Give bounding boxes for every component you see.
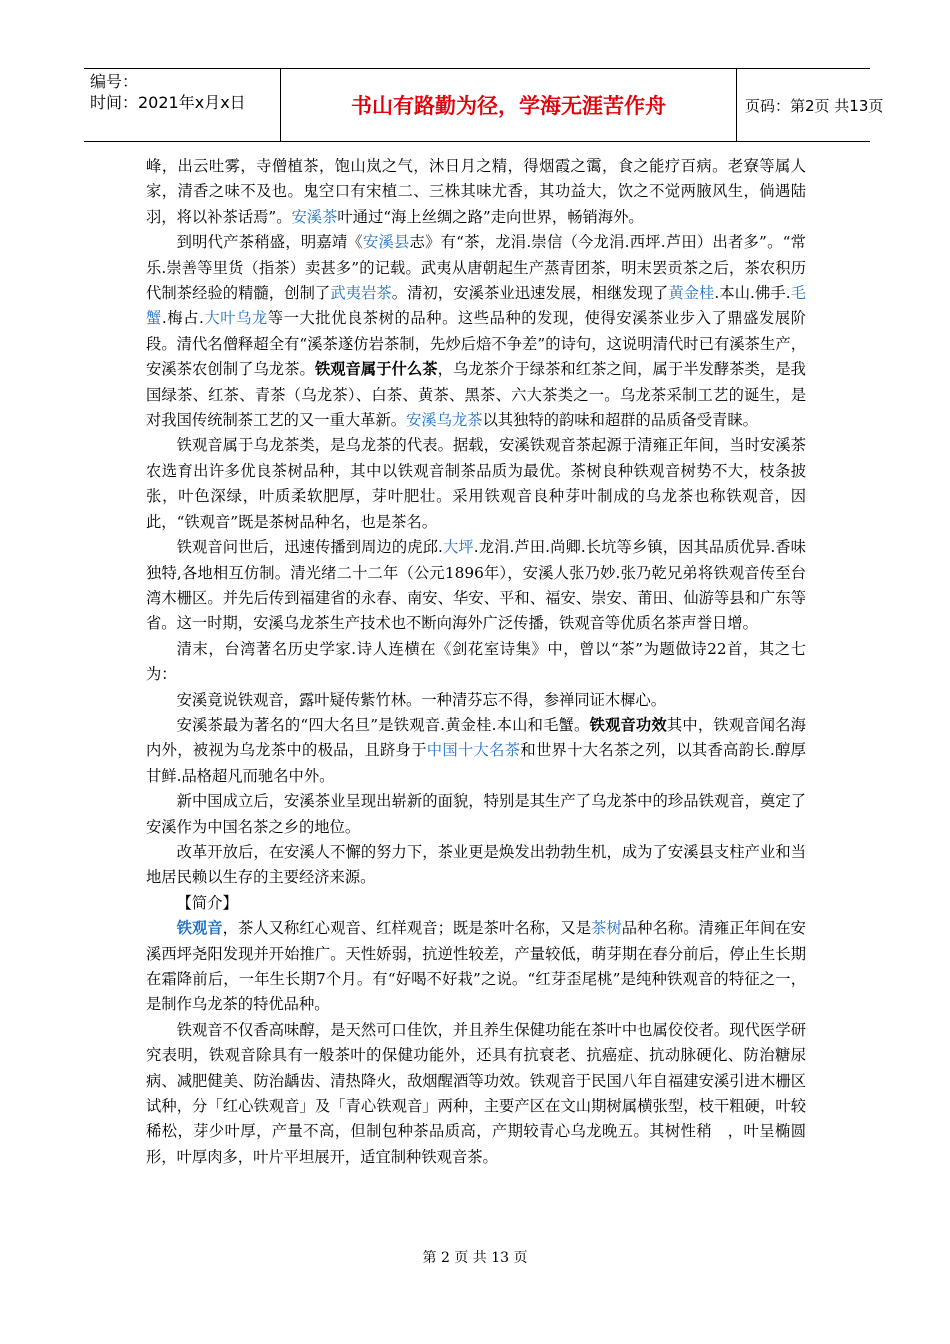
header-page-number: 页码：第2页 共13页 — [745, 96, 884, 115]
bold-keyword: 铁观音功效 — [589, 715, 667, 734]
document-body — [146, 154, 806, 1170]
paragraph-4: 铁观音问世后，迅速传播到周边的虎邱.大坪.龙涓.芦田.尚卿.长坑等乡镇，因其品质优异.香味独特,各地相互仿制。清光绪二十二年（公元1896年），安溪人张乃妙.张乃乾兄弟将铁观音传至台湾木栅区。并先后传到福建省的永春、南安、华安、平和、福安、崇安、莆田、仙游等县和广东等省。这一时期，安溪乌龙茶生产技术也不断向海外广泛传播，铁观音等优质名茶声誉日增。 — [146, 538, 806, 633]
header-info — [84, 69, 281, 141]
link-huangjingui[interactable]: 黄金桂 — [668, 284, 715, 303]
bold-keyword: 铁观音属于什么茶 — [314, 360, 438, 379]
link-anxi-county[interactable]: 安溪县 — [362, 233, 410, 252]
paragraph-3: 铁观音属于乌龙茶类，是乌龙茶的代表。据载，安溪铁观音茶起源于清雍正年间，当时安溪茶农选育出许多优良茶树品种，其中以铁观音制茶品质为最优。茶树良种铁观音树势不大，枝条披张，叶色深绿，叶质柔软肥厚，芽叶肥壮。采用铁观音良种芽叶制成的乌龙茶也称铁观音，因此，“铁观音”既是茶树品种名，也是茶名。 — [146, 436, 806, 531]
link-tea-tree[interactable]: 茶树 — [591, 919, 622, 938]
link-daping[interactable]: 大坪 — [442, 538, 474, 557]
document-number: 编号： — [90, 72, 139, 91]
link-maoxie[interactable]: 毛蟹 — [146, 284, 806, 328]
paragraph-11: 铁观音不仅香高味醇，是天然可口佳饮，并且养生保健功能在茶叶中也属佼佼者。现代医学研究表明，铁观音除具有一般茶叶的保健功能外，还具有抗衰老、抗癌症、抗动脉硬化、防治糖尿病、减肥健美、防治龋齿、清热降火，敌烟醒酒等功效。铁观音于民国八年自福建安溪引进木栅区试种，分「红心铁观音」及「青心铁观音」两种，主要产区在文山期树属横张型，枝干粗硬，叶较稀松，芽少叶厚，产量不高，但制包种茶品质高，产期较青心乌龙晚五。其树性稍 ，叶呈椭圆形，叶厚肉多，叶片平坦展开，适宜制种铁观音茶。 — [146, 1020, 806, 1166]
paragraph-10: 铁观音，茶人又称红心观音、红样观音；既是茶叶名称，又是茶树品种名称。清雍正年间在安溪西坪尧阳发现并开始推广。天性娇弱，抗逆性较差，产量较低，萌芽期在春分前后，停止生长期在霜降前后，一年生长期7个月。有“好喝不好栽”之说。“红芽歪尾桃”是纯种铁观音的特征之一，是制作乌龙茶的特优品种。 — [146, 919, 806, 1014]
link-wuyi-rock-tea[interactable]: 武夷岩茶 — [330, 284, 392, 303]
paragraph-5: 清末，台湾著名历史学家.诗人连横在《剑花室诗集》中，曾以“茶”为题做诗22首，其之七为： — [146, 639, 806, 684]
paragraph-1: 峰，出云吐雾，寺僧植茶，饱山岚之气，沐日月之精，得烟霞之霭，食之能疗百病。老寮等属人家，清香之味不及也。鬼空口有宋植二、三株其味尤香，其功益大，饮之不觉两腋风生，倘遇陆羽，将以补茶话焉”。安溪茶叶通过“海上丝绸之路”走向世界，畅销海外。 — [146, 157, 806, 226]
poem-line: 安溪竟说铁观音，露叶疑传紫竹林。一种清芬忘不得，参禅同证木樨心。 — [176, 690, 667, 709]
paragraph-2: 到明代产茶稍盛，明嘉靖《安溪县志》有“茶，龙涓.崇信（今龙涓.西坪.芦田）出者多”。“常乐.崇善等里货（指茶）卖甚多”的记载。武夷从唐朝起生产蒸青团茶，明末罢贡茶之后，茶农积历代制茶经验的精髓，创制了武夷岩茶。清初，安溪茶业迅速发展，相继发现了黄金桂.本山.佛手.毛蟹.梅占.大叶乌龙等一大批优良茶树的品种。这些品种的发现，使得安溪茶业步入了鼎盛发展阶段。清代名僧释超全有“溪茶遂仿岩茶制，先炒后焙不争差”的诗句，这说明清代时已有溪茶生产，安溪茶农创制了乌龙茶。铁观音属于什么茶，乌龙茶介于绿茶和红茶之间，属于半发酵茶类，是我国绿茶、红茶、青茶（乌龙茶）、白茶、黄茶、黑茶、六大茶类之一。乌龙茶采制工艺的诞生，是对我国传统制茶工艺的又一重大革新。安溪乌龙茶以其独特的韵味和超群的品质备受青睐。 — [146, 233, 806, 430]
page-header — [84, 68, 884, 142]
link-top-ten-teas[interactable]: 中国十大名茶 — [426, 741, 521, 760]
paragraph-9: 改革开放后，在安溪人不懈的努力下，茶业更是焕发出勃勃生机，成为了安溪县支柱产业和当地居民赖以生存的主要经济来源。 — [146, 842, 806, 887]
link-anxi-tea[interactable]: 安溪茶 — [291, 207, 338, 226]
page-footer: 第 2 页 共 13 页 — [422, 1250, 528, 1266]
section-title: 【简介】 — [176, 893, 238, 912]
paragraph-8: 新中国成立后，安溪茶业呈现出崭新的面貌，特别是其生产了乌龙茶中的珍品铁观音，奠定了安溪作为中国名茶之乡的地位。 — [146, 792, 806, 836]
link-dayewulong[interactable]: 大叶乌龙 — [203, 309, 268, 328]
link-tieguanyin[interactable]: 铁观音 — [176, 919, 223, 938]
header-motto: 书山有路勤为径，学海无涯苦作舟 — [281, 69, 737, 141]
link-anxi-oolong[interactable]: 安溪乌龙茶 — [406, 411, 483, 430]
document-date: 时间：2021年x月x日 — [90, 93, 246, 112]
paragraph-7: 安溪茶最为著名的“四大名旦”是铁观音.黄金桂.本山和毛蟹。铁观音功效其中，铁观音闻名海内外，被视为乌龙茶中的极品，且跻身于中国十大名茶和世界十大名茶之列，以其香高韵长.醇厚甘鲜.品格超凡而驰名中外。 — [146, 715, 806, 785]
